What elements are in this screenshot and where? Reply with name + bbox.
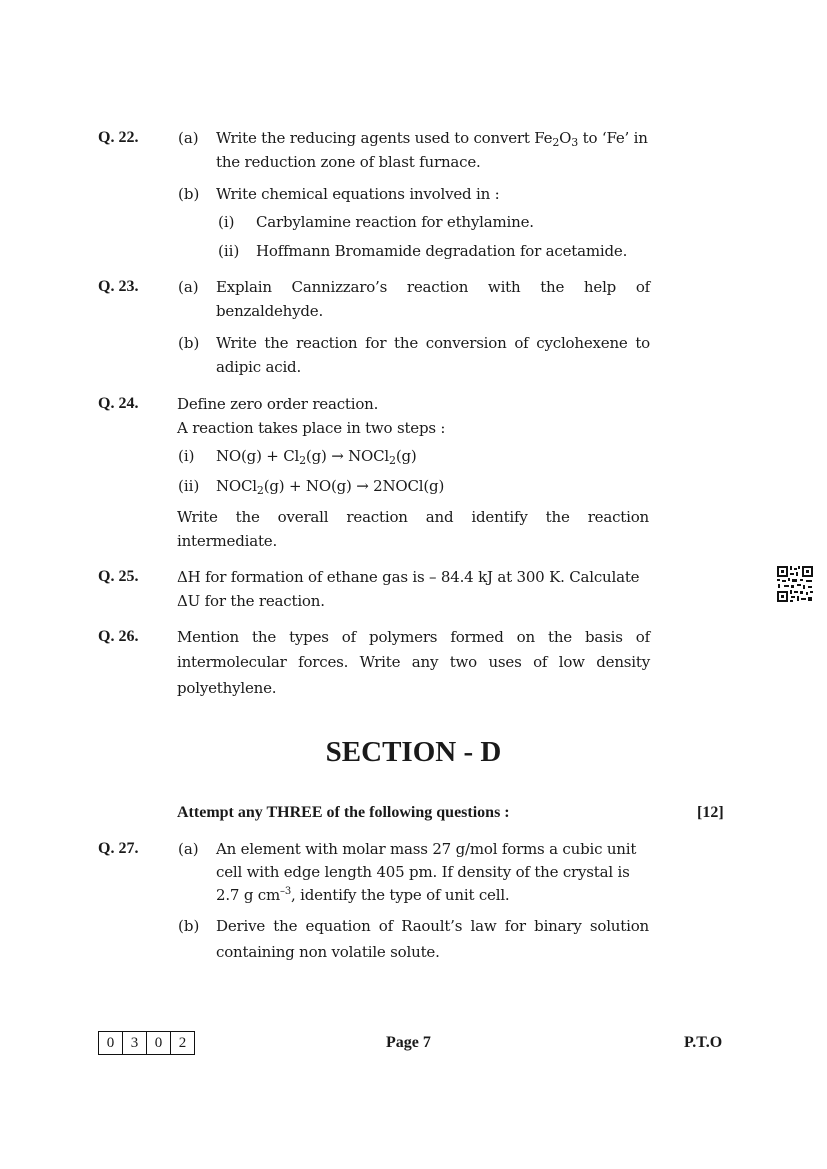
question-text: ΔU for the reaction.: [177, 592, 325, 610]
question-text: An element with molar mass 27 g/mol forms a cubic unit: [216, 840, 637, 858]
question-text: Explain Cannizzaro’s reaction with the help of: [216, 278, 650, 296]
subpart-label: (i): [218, 213, 235, 231]
question-number: Q. 24.: [98, 395, 139, 412]
code-digit: 0: [147, 1032, 171, 1054]
question-text: intermediate.: [177, 532, 278, 550]
question-text: Hoffmann Bromamide degradation for acetamide.: [256, 242, 628, 260]
question-text: ΔH for formation of ethane gas is – 84.4 kJ at 300 K. Calculate: [177, 568, 640, 586]
part-label: (b): [178, 917, 200, 935]
question-text: cell with edge length 405 pm. If density of the crystal is: [216, 863, 630, 881]
section-title: SECTION - D: [325, 736, 502, 768]
question-text: intermolecular forces. Write any two uses of low density: [177, 653, 650, 671]
question-number: Q. 27.: [98, 840, 139, 857]
question-text: Mention the types of polymers formed on the basis of: [177, 628, 650, 646]
question-text: the reduction zone of blast furnace.: [216, 153, 481, 171]
page-number: Page 7: [386, 1034, 431, 1051]
question-number: Q. 25.: [98, 568, 139, 585]
chemical-equation: NOCl$_2$(g) + NO(g) → 2NOCl(g): [216, 477, 445, 497]
question-text: Write chemical equations involved in :: [216, 185, 500, 203]
question-text: Write the reducing agents used to convert $Fe_2O_3$ to ‘Fe’ in: [216, 129, 648, 149]
question-text: Carbylamine reaction for ethylamine.: [256, 213, 534, 231]
subpart-label: (ii): [218, 242, 240, 260]
question-text: Write the reaction for the conversion of cyclohexene to: [216, 334, 650, 352]
qr-code-icon: [776, 565, 814, 603]
question-text: 2.7 g $cm^{-3}$, identify the type of unit cell.: [216, 886, 510, 904]
question-text: benzaldehyde.: [216, 302, 324, 320]
part-label: (b): [178, 185, 200, 203]
chemical-equation: $NO(g) + Cl_2(g)$ → NOCl$_2$(g): [216, 447, 417, 467]
paper-code-box: [98, 1031, 195, 1055]
question-number: Q. 22.: [98, 129, 139, 146]
question-text: Write the overall reaction and identify the reaction: [177, 508, 649, 526]
question-text: A reaction takes place in two steps :: [177, 419, 446, 437]
part-label: (a): [178, 129, 199, 147]
question-number: Q. 23.: [98, 278, 139, 295]
subpart-label: (i): [178, 447, 195, 465]
subpart-label: (ii): [178, 477, 200, 495]
question-text: Define zero order reaction.: [177, 395, 379, 413]
code-digit: 3: [123, 1032, 147, 1054]
question-text: Derive the equation of Raoult’s law for binary solution: [216, 917, 649, 935]
question-number: Q. 26.: [98, 628, 139, 645]
pto-label: P.T.O: [684, 1034, 723, 1051]
question-text: polyethylene.: [177, 679, 277, 697]
section-marks: [12]: [697, 804, 724, 821]
part-label: (b): [178, 334, 200, 352]
question-text: adipic acid.: [216, 358, 302, 376]
code-digit: 2: [178, 1034, 187, 1051]
question-text: containing non volatile solute.: [216, 943, 440, 961]
code-digit: 0: [99, 1032, 123, 1054]
part-label: (a): [178, 278, 199, 296]
section-instruction: Attempt any THREE of the following questions :: [177, 804, 510, 821]
part-label: (a): [178, 840, 199, 858]
